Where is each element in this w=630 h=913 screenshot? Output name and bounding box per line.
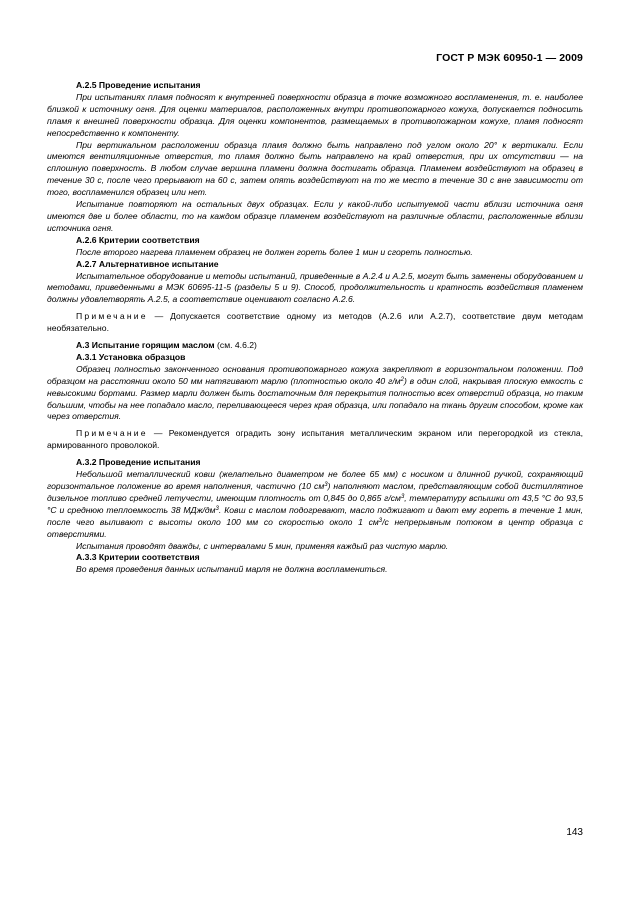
section-heading-a27: А.2.7 Альтернативное испытание [76, 258, 219, 269]
section-heading-a26: А.2.6 Критерии соответствия [76, 234, 200, 245]
superscript: 3 [378, 517, 383, 524]
paragraph-text: ) наполняют маслом, представляющим собой дистиллятное дизельное топливо средней летучести, имеющим плотность от 0,845 до 0,865 г/см [47, 481, 584, 503]
superscript: 3 [324, 482, 328, 488]
note-block [47, 428, 583, 452]
note-text: — Допускается соответствие одному из методов (А.2.6 или А.2.7), соответствие двум методам необязательно. [47, 311, 583, 334]
document-header: ГОСТ Р МЭК 60950-1 — 2009 [436, 52, 583, 64]
paragraph [47, 469, 583, 540]
paragraph [47, 364, 583, 424]
note-block [47, 311, 583, 335]
note-label: Примечание [76, 428, 148, 439]
paragraph: При вертикальном расположении образца пламя должно быть направлено под углом около 20° к вертикали. Если имеются вентиляционные отверстия, то пламя должно быть направлено на край отверстия, при их отсутствии — на сплошную поверхность. В любом случае вершина пламени должна достигать образца. Пламенем воздействуют на образец в течение 30 с, после чего прерывают на 60 с, затем опять воздействуют на то же место в течение 30 с вне зависимости от того, воспламенился образец или нет. [47, 139, 583, 198]
superscript: 2 [400, 376, 404, 383]
section-heading-a31: А.3.1 Установка образцов [76, 351, 186, 362]
paragraph: После второго нагрева пламенем образец не должен гореть более 1 мин и сгореть полностью. [76, 246, 473, 257]
section-heading-a3 [47, 340, 583, 352]
section-heading-a33: А.3.3 Критерии соответствия [76, 552, 200, 563]
superscript: 3 [215, 505, 219, 512]
paragraph-text: . Ковш с маслом подогревают, масло поджигают и дают ему гореть в течение 1 мин, после чего выливают с высоты около 100 мм со скоростью около 1 см [47, 504, 583, 527]
note-text: — Рекомендуется оградить зону испытания металлическим экраном или перегородкой из стекла, армированного проволокой. [47, 428, 583, 451]
paragraph: Испытательное оборудование и методы испытаний, приведенные в А.2.4 и А.2.5, могут быть заменены оборудованием и методами, приведенными в МЭК 60695-11-5 (разделы 5 и 9). Способ, продолжительность и кратность воздействия пламенем должны удовлетворять А.2.5, а соответствие оценивают согласно А.2.6. [47, 270, 583, 305]
page-number: 143 [566, 827, 583, 838]
paragraph-text: Небольшой металлический ковш (желательно диаметром не более 65 мм) с носиком и длинной ручкой, сохраняющий горизонтальное положение во время наполнения, частично (10 см [47, 469, 583, 491]
paragraph-text: ) в один слой, накрывая плоскую емкость с невысокими бортами. Размер марли должен быть достаточным для перекрытия полностью всех отверстий образца, но таким большим, чтобы на нее попадало масло, переливающееся через края образца, или попадало на ткань другим способом, кроме как через отверстия. [47, 375, 583, 422]
paragraph: Во время проведения данных испытаний марля не должна воспламениться. [76, 564, 388, 575]
paragraph: Испытание повторяют на остальных двух образцах. Если у какой-либо испытуемой части вблизи источника огня имеются две и более области, то на каждом образце пламенем воздействуют на различные области, расположенные вблизи источника огня. [47, 199, 583, 233]
paragraph-text: Образец полностью законченного основания противопожарного кожуха закрепляют в горизонтальном положении. Под образцом на расстоянии около 50 мм натягивают марлю (плотностью около 40 г/м [47, 363, 583, 386]
paragraph: При испытаниях пламя подносят к внутренней поверхности образца в точке возможного воспламенения, т. е. наиболее близкой к источнику огня. Для оценки материалов, расположенных внутри противопожарного кожуха, допускается подносить пламя к внешней поверхности образца. Для оценки компонентов, размещаемых в противопожарном кожухе, пламя подносят непосредственно к компоненту. [47, 91, 583, 138]
section-heading-a32: А.3.2 Проведение испытания [76, 457, 201, 468]
note-label: Примечание [76, 311, 148, 322]
section-heading-a25: А.2.5 Проведение испытания [76, 80, 201, 90]
paragraph: Испытания проводят дважды, с интервалами 5 мин, применяя каждый раз чистую марлю. [76, 540, 449, 551]
section-reference: (см. 4.6.2) [214, 340, 257, 351]
paragraph-text: /с непрерывным потоком в центр образца с отверстиями. [47, 516, 584, 539]
paragraph-text: , температуру вспышки от 43,5 °С до 93,5 °С и среднюю теплоемкость 38 МДж/дм [47, 492, 583, 515]
section-heading-text: А.3 Испытание горящим маслом [76, 340, 215, 351]
document-body [47, 80, 583, 576]
superscript: 3 [400, 493, 405, 500]
